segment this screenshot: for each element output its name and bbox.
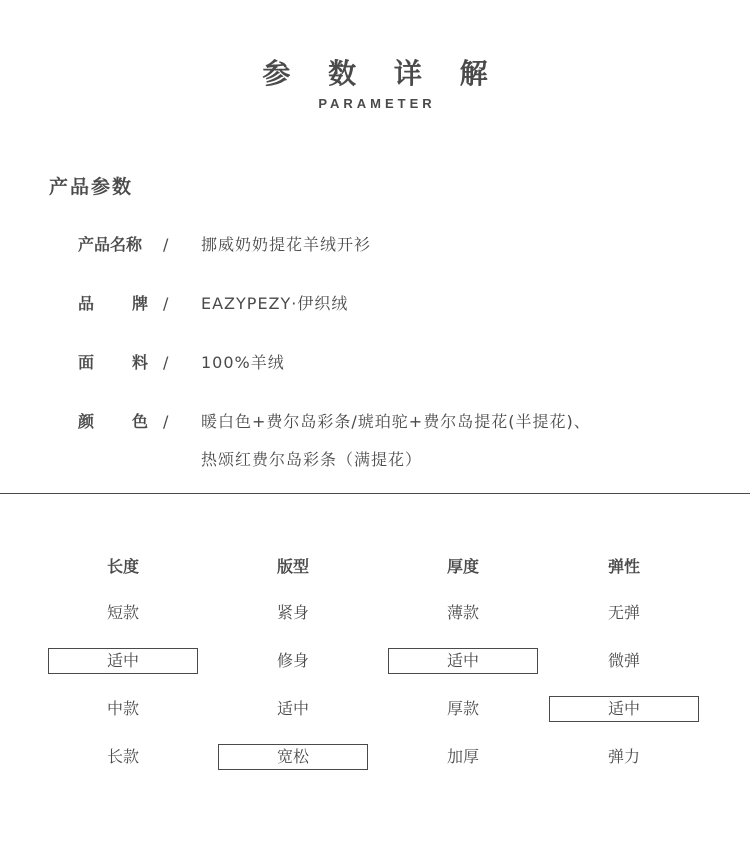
param-value-name: 挪威奶奶提花羊绒开衫 [201, 235, 372, 254]
section-title: 产品参数 [49, 176, 134, 198]
param-label-name: 产品名称 [78, 235, 143, 254]
attribute-column [218, 552, 368, 792]
attribute-option-selected: 适中 [388, 648, 538, 674]
param-label-brand-char2: 牌 [131, 294, 148, 313]
page-title: 参 数 详 解 [262, 57, 502, 90]
attribute-option: 短款 [106, 603, 139, 622]
param-value-material: 100%羊绒 [201, 353, 285, 372]
param-separator: / [163, 294, 169, 313]
param-value-color-line2: 热颂红费尔岛彩条（满提花） [201, 450, 423, 469]
attribute-option: 弹力 [607, 747, 640, 766]
attribute-option-selected: 适中 [48, 648, 198, 674]
attribute-option-selected: 宽松 [218, 744, 368, 770]
param-label-brand-char1: 品 [78, 294, 95, 313]
page-subtitle: PARAMETER [318, 96, 436, 111]
param-label-material-char1: 面 [78, 353, 95, 372]
param-value-color-line1: 暖白色+费尔岛彩条/琥珀驼+费尔岛提花(半提花)、 [201, 412, 591, 431]
attribute-option: 适中 [276, 699, 309, 718]
attribute-option: 薄款 [446, 603, 479, 622]
attribute-header: 弹性 [607, 557, 640, 576]
attribute-option: 厚款 [446, 699, 479, 718]
attribute-option-selected: 适中 [549, 696, 699, 722]
attribute-option: 无弹 [607, 603, 640, 622]
param-value-brand: EAZYPEZY·伊织绒 [201, 294, 349, 313]
param-separator: / [163, 412, 169, 431]
attribute-column [549, 552, 699, 792]
attribute-column [388, 552, 538, 792]
attribute-option: 紧身 [276, 603, 309, 622]
attribute-header: 厚度 [446, 557, 479, 576]
attribute-option: 微弹 [607, 651, 640, 670]
section-divider [0, 493, 750, 494]
param-label-color-char1: 颜 [78, 412, 95, 431]
param-label-color-char2: 色 [131, 412, 148, 431]
attribute-option: 修身 [276, 651, 309, 670]
attribute-column [48, 552, 198, 792]
param-separator: / [163, 353, 169, 372]
attribute-option: 长款 [106, 747, 139, 766]
attribute-header: 长度 [106, 557, 139, 576]
param-label-brand [78, 285, 148, 323]
param-label-material [78, 344, 148, 382]
attribute-header: 版型 [276, 557, 309, 576]
attribute-option: 中款 [106, 699, 139, 718]
attribute-option: 加厚 [446, 747, 479, 766]
param-separator: / [163, 235, 169, 254]
param-label-color [78, 403, 148, 441]
param-label-material-char2: 料 [131, 353, 148, 372]
